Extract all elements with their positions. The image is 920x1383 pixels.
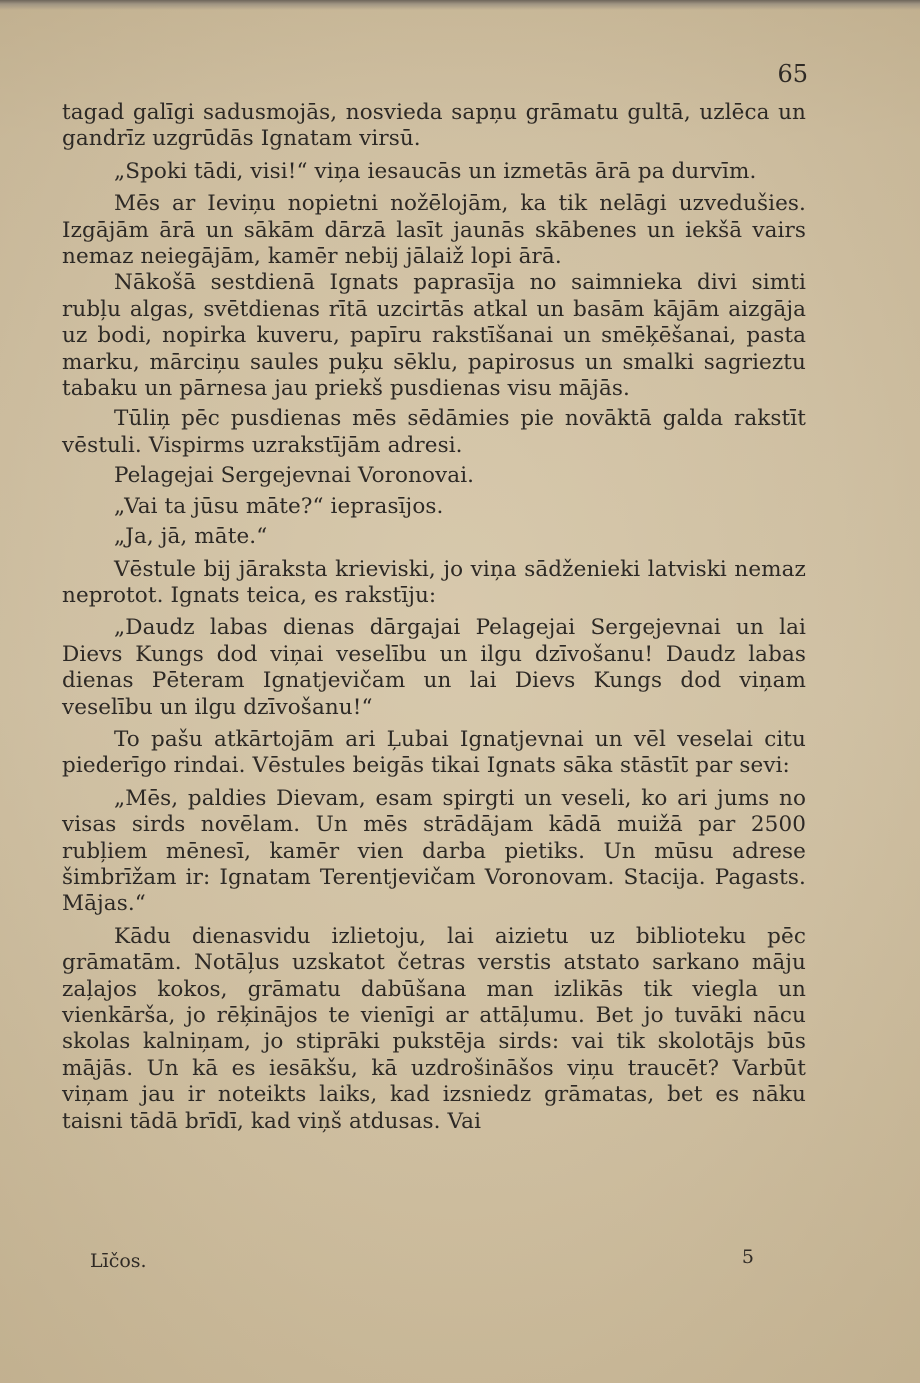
- paragraph: „Ja, jā, māte.“: [114, 524, 268, 550]
- page-top-edge: [0, 0, 920, 10]
- paragraph: „Vai ta jūsu māte?“ ieprasījos.: [114, 493, 444, 519]
- paragraph: „Mēs, paldies Dievam, esam spirgti un veseli, ko ari jums no visas sirds novēlam. Un mēs strādājam kādā muižā par 2500 rubļiem mēnesī, kamēr vien darba pietiks. Un mūsu adrese šimbrīžam ir: Ignatam Terentjevičam Voronovam. Stacija. Pagasts. Mājas.“: [62, 785, 806, 917]
- signature-mark: 5: [741, 1246, 754, 1268]
- paragraph: „Spoki tādi, visi!“ viņa iesaucās un izmetās ārā pa durvīm.: [114, 158, 757, 184]
- footer-title: Līčos.: [90, 1250, 147, 1272]
- paragraph: Vēstule bij jāraksta krieviski, jo viņa sādženieki latviski nemaz neprotot. Ignats teica, es rakstīju:: [62, 556, 806, 608]
- paragraph: Pelagejai Sergejevnai Voronovai.: [114, 463, 475, 489]
- paragraph: To pašu atkārtojām ari Ļubai Ignatjevnai un vēl veselai citu piederīgo rindai. Vēstules beigās tikai Ignats sāka stāstīt par sevi:: [62, 726, 806, 779]
- paragraph: Kādu dienasvidu izlietoju, lai aizietu uz biblioteku pēc grāmatām. Notāļus uzskatot četras verstis atstato sarkano māju zaļajos kokos, grāmatu dabūšana man izlikās tik viegla un vienkārša, jo rēķinājos te vienīgi ar attāļumu. Bet jo tuvāki nācu skolas kalniņam, jo stiprāki pukstēja sirds: vai tik skolotājs būs mājās. Un kā es iesākšu, kā uzdrošināšos viņu traucēt? Varbūt viņam jau ir noteikts laiks, kad izsniedz grāmatas, bet es nāku taisni tādā brīdī, kad viņš atdusas. Vai: [62, 923, 806, 1134]
- page-number: 65: [777, 60, 808, 88]
- paragraph: Mēs ar Ieviņu nopietni nožēlojām, ka tik nelāgi uzvedušies. Izgājām ārā un sākām dārzā lasīt jaunās skābenes un iekšā vairs nemaz neiegājām, kamēr nebij jālaiž lopi ārā.: [62, 191, 806, 270]
- paragraph: „Daudz labas dienas dārgajai Pelagejai Sergejevnai un lai Dievs Kungs dod viņai veselību un ilgu dzīvošanu! Daudz labas dienas Pēteram Ignatjevičam un lai Dievs Kungs dod viņam veselību un ilgu dzīvošanu!“: [62, 615, 806, 720]
- paragraph: Nākošā sestdienā Ignats paprasīja no saimnieka divi simti rubļu algas, svētdienas rītā uzcirtās atkal un basām kājām aizgāja uz bodi, nopirka kuveru, papīru rakstīšanai un smēķēšanai, pasta marku, mārciņu saules puķu sēklu, papirosus un smalki sagrieztu tabaku un pārnesa jau priekš pusdienas visu mājās.: [62, 270, 806, 402]
- paragraph-continuation: tagad galīgi sadusmojās, nosvieda sapņu grāmatu gultā, uzlēca un gandrīz uzgrūdās Ignatam virsū.: [62, 100, 806, 152]
- page-text-body: [62, 100, 806, 1135]
- paragraph: Tūliņ pēc pusdienas mēs sēdāmies pie novāktā galda rakstīt vēstuli. Vispirms uzrakstījām adresi.: [62, 406, 806, 458]
